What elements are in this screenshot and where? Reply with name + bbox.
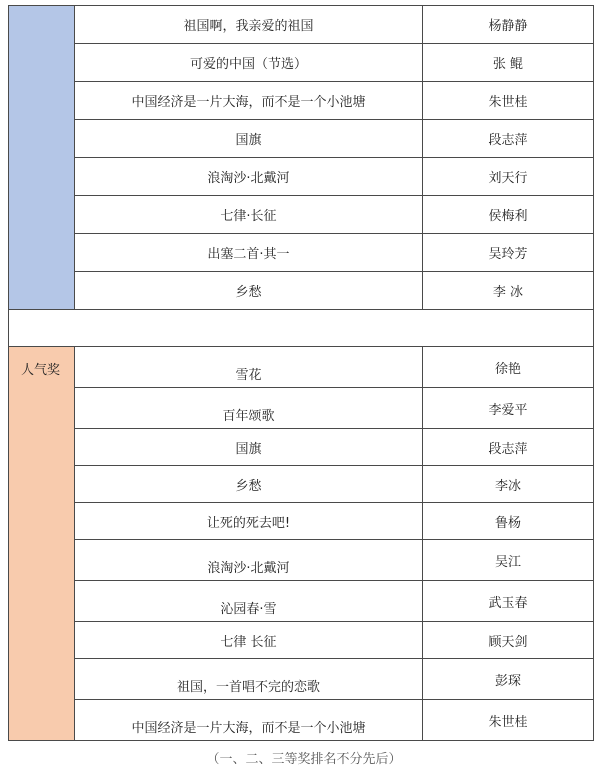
table-row xyxy=(9,466,594,503)
group2-label: 人气奖 xyxy=(9,347,75,741)
reciter-name: 朱世桂 xyxy=(423,700,594,741)
poem-title: 雪花 xyxy=(75,347,423,388)
reciter-name: 彭琛 xyxy=(423,659,594,700)
reciter-name: 李爱平 xyxy=(423,388,594,429)
table-row xyxy=(9,347,594,388)
table-row xyxy=(9,503,594,540)
table-row xyxy=(9,158,594,196)
poem-title: 祖国，一首唱不完的恋歌 xyxy=(75,659,423,700)
reciter-name: 李 冰 xyxy=(423,272,594,310)
reciter-name: 武玉春 xyxy=(423,581,594,622)
poem-title: 乡愁 xyxy=(75,272,423,310)
reciter-name: 吴江 xyxy=(423,540,594,581)
reciter-name: 朱世桂 xyxy=(423,82,594,120)
separator-cell xyxy=(9,310,594,347)
poem-title: 百年颂歌 xyxy=(75,388,423,429)
reciter-name: 侯梅利 xyxy=(423,196,594,234)
table-row xyxy=(9,429,594,466)
poem-title: 出塞二首·其一 xyxy=(75,234,423,272)
table-row xyxy=(9,120,594,158)
poem-title: 浪淘沙·北戴河 xyxy=(75,540,423,581)
poem-title: 七律 长征 xyxy=(75,622,423,659)
reciter-name: 李冰 xyxy=(423,466,594,503)
table-row xyxy=(9,700,594,741)
table-row xyxy=(9,659,594,700)
group1-label-cell xyxy=(9,6,75,310)
poem-title: 国旗 xyxy=(75,429,423,466)
poem-title: 国旗 xyxy=(75,120,423,158)
table-row xyxy=(9,44,594,82)
separator-row xyxy=(9,310,594,347)
poem-title: 浪淘沙·北戴河 xyxy=(75,158,423,196)
poem-title: 沁园春·雪 xyxy=(75,581,423,622)
poem-title: 中国经济是一片大海，而不是一个小池塘 xyxy=(75,700,423,741)
reciter-name: 刘天行 xyxy=(423,158,594,196)
poem-title: 可爱的中国（节选） xyxy=(75,44,423,82)
table-row xyxy=(9,272,594,310)
table-row xyxy=(9,622,594,659)
poem-title: 乡愁 xyxy=(75,466,423,503)
reciter-name: 吴玲芳 xyxy=(423,234,594,272)
footer-note: （一、二、三等奖排名不分先后） xyxy=(206,752,402,767)
poem-title: 让死的死去吧! xyxy=(75,503,423,540)
table-row xyxy=(9,82,594,120)
table-row xyxy=(9,6,594,44)
poem-title: 祖国啊，我亲爱的祖国 xyxy=(75,6,423,44)
reciter-name: 鲁杨 xyxy=(423,503,594,540)
reciter-name: 顾天剑 xyxy=(423,622,594,659)
table-row xyxy=(9,581,594,622)
table-row xyxy=(9,540,594,581)
reciter-name: 杨静静 xyxy=(423,6,594,44)
reciter-name: 徐艳 xyxy=(423,347,594,388)
poem-title: 中国经济是一片大海，而不是一个小池塘 xyxy=(75,82,423,120)
table-row xyxy=(9,234,594,272)
table-row xyxy=(9,196,594,234)
poem-title: 七律·长征 xyxy=(75,196,423,234)
reciter-name: 段志萍 xyxy=(423,429,594,466)
reciter-name: 张 鲲 xyxy=(423,44,594,82)
reciter-name: 段志萍 xyxy=(423,120,594,158)
award-table xyxy=(8,5,594,741)
table-row xyxy=(9,388,594,429)
